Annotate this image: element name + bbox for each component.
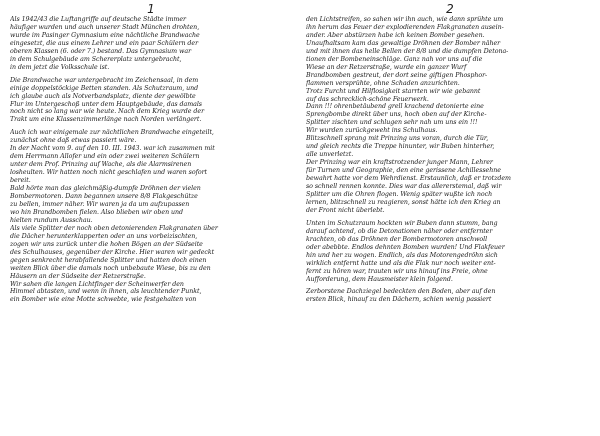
right-page-text — [306, 16, 594, 304]
text-line: noch nicht so lang war wie heute. Nach dem Krieg wurde der — [10, 108, 205, 116]
text-line: Himmel abtasten, und wenn in ihnen, als leuchtender Punkt, — [10, 288, 202, 296]
text-line: alle unverletzt. — [306, 151, 354, 159]
text-line: Die Brandwache war untergebracht im Zeichensaal, in dem — [10, 76, 199, 84]
text-line: Zerborstene Dachziegel bedeckten den Boden, aber auf den — [306, 288, 496, 296]
text-line: Bald hörte man das gleichmäßig-dumpfe Dröhnen der vielen — [10, 185, 201, 193]
right-page — [302, 0, 598, 436]
text-line: Trakt um eine Klassenzimmerlänge nach Norden verlängert. — [10, 116, 202, 124]
text-line: Als 1942/43 die Luftangriffe auf deutsche Städte immer — [10, 16, 186, 23]
text-line: unter dem Prof. Prinzing auf Wache, als die Alarmsirenen — [10, 161, 192, 169]
text-line: Sprengbombe direkt über uns, hoch oben auf der Kirche- — [306, 111, 487, 119]
text-line: krachten, ob das Dröhnen der Bombermotoren anschwoll — [306, 235, 488, 243]
text-line: ander. Aber abstürzen habe ich keinen Bomber gesehen. — [306, 31, 485, 39]
text-line: für Turnen und Geographie, den eine gerissene Achillessehne — [306, 167, 501, 175]
text-line: Trotz Furcht und Hilflosigkeit starrten wir wie gebannt — [306, 87, 481, 95]
text-line: Splitter um die Ohren flogen. Wenig später wußte ich noch — [306, 190, 493, 198]
text-line: gegen senkrecht herabfallende Splitter und hatten doch einen — [10, 256, 207, 264]
text-line: ihn herum das Feuer der explodierenden Flakgranaten ausein- — [306, 23, 504, 31]
text-line: zogen wir uns zurück unter die hohen Bögen an der Südseite — [10, 240, 203, 248]
text-line: Der Prinzing war ein kraftstrotzender junger Mann, Lehrer — [306, 159, 493, 167]
page-number: 2 — [446, 2, 454, 16]
text-line: so schnell rennen konnte. Dies war das allererstemal, daß wir — [306, 183, 502, 191]
text-line: auf das schrecklich-schöne Feuerwerk. — [306, 95, 429, 103]
paragraph — [10, 129, 292, 304]
text-line: des Schulhauses, gegenüber der Kirche. Hier waren wir gedeckt — [10, 248, 215, 256]
text-line: hin und her zu wogen. Endlich, als das Motorengedröhn sich — [306, 251, 498, 259]
page-number: 1 — [147, 2, 155, 16]
text-line: und gleich rechts die Treppe hinunter, wir Buben hinterher, — [306, 143, 495, 151]
text-line: einige doppelstöckige Betten standen. Als Schutzraum, und — [10, 84, 199, 92]
text-line: losheulten. Wir hatten noch nicht geschlafen und waren sofort — [10, 169, 208, 177]
text-line: ich glaube auch als Notverbandsplatz, diente der gewölbte — [10, 92, 196, 100]
text-line: Unten im Schutzraum hockten wir Buben dann stumm, bang — [306, 219, 498, 227]
text-line: Aufforderung, dem Hausmeister klein folgend. — [306, 275, 453, 283]
paragraph — [306, 288, 594, 304]
text-line: in dem Schulgebäude am Schererplatz untergebracht, — [10, 55, 182, 63]
text-line: hielten rundum Ausschau. — [10, 216, 93, 224]
text-line: Wir sahen die langen Lichtfinger der Scheinwerfer den — [10, 280, 184, 288]
paragraph — [10, 77, 292, 125]
text-line: Splitter zischten und schlugen sehr nah um uns ein !!! — [306, 119, 478, 127]
text-line: den Lichtstreifen, so sahen wir ihn auch, wie dann sprühte um — [306, 16, 504, 23]
text-line: bewahrt hatte vor dem Wehrdienst. Erstaunlich, daß er trotzdem — [306, 175, 511, 183]
paragraph — [306, 16, 594, 215]
text-line: oberen Klassen (6. oder 7.) bestand. Das Gymnasium war — [10, 47, 192, 55]
text-line: In der Nacht vom 9. auf den 10. III. 1943. war ich zusammen mit — [10, 145, 215, 153]
text-line: Unaufhaltsam kam das gewaltige Dröhnen der Bomber näher — [306, 39, 501, 47]
text-line: oder abebbte. Endlos dehnten Bomben wurden! Und Flakfeuer — [306, 243, 505, 251]
text-line: Als viele Splitter der noch oben detonierenden Flakgranaten über — [10, 224, 218, 232]
text-line: Dann !!! ohrenbetäubend grell krachend detonierte eine — [306, 103, 484, 111]
text-line: zunächst ohne daß etwas passiert wäre. — [10, 137, 137, 145]
text-line: Wiese an der Retzerstraße, wurde ein ganzer Wurf — [306, 63, 467, 71]
text-line: dem Herrmann Allofer und ein oder zwei weiteren Schülern — [10, 153, 200, 161]
text-line: Brandbomben gestreut, der dort seine giftigen Phosphor- — [306, 71, 488, 79]
text-line: die Dächer herunterklapperten oder an uns vorbeizischten, — [10, 232, 198, 240]
text-line: wirklich entfernt hatte und als die Flak nur noch weiter ent- — [306, 259, 496, 267]
text-line: häufiger wurden und auch unserer Stadt München drohten, — [10, 23, 200, 31]
text-line: fernt zu hören war, trauten wir uns hinauf ins Freie, ohne — [306, 267, 488, 275]
paragraph — [306, 220, 594, 284]
text-line: bereit. — [10, 177, 31, 185]
text-line: darauf achtend, ob die Detonationen näher oder entfernter — [306, 227, 493, 235]
text-line: zu bellen, immer näher. Wir waren ja da um aufzupassen — [10, 200, 190, 208]
paragraph — [10, 16, 292, 72]
left-page-text — [10, 16, 292, 304]
text-line: Auch ich war einigemale zur nächtlichen Brandwache eingeteilt, — [10, 129, 214, 137]
text-line: ersten Blick, hinauf zu den Dächern, schien wenig passiert — [306, 296, 492, 304]
text-line: lernen, blitzschnell zu reagieren, sonst hätte ich den Krieg an — [306, 198, 501, 206]
text-line: Flur im Untergeschoß unter dem Hauptgebäude, das damals — [10, 100, 202, 108]
text-line: Blitzschnell sprang mit Prinzing uns voran, durch die Tür, — [306, 135, 489, 143]
text-line: weiten Blick über die damals noch unbebaute Wiese, bis zu den — [10, 264, 211, 272]
text-line: Häusern an der Südseite der Retzerstraße. — [10, 272, 146, 280]
text-line: Wir wurden zurückgeweht ins Schulhaus. — [306, 127, 438, 135]
text-line: wo hin Brandbomben fielen. Also blieben wir oben und — [10, 208, 184, 216]
text-line: und mit ihnen das helle Bellen der 8/8 und die dumpfen Detona- — [306, 47, 509, 55]
text-line: tionen der Bombeneinschläge. Ganz nah vor uns auf die — [306, 55, 483, 63]
left-page — [0, 0, 296, 436]
text-line: Bombermotoren. Dann begannen unsere 8/8 Flakgeschütze — [10, 193, 198, 201]
text-line: wurde im Pasinger Gymnasium eine nächtliche Brandwache — [10, 31, 200, 39]
text-line: eingesetzt, die aus einem Lehrer und ein paar Schülern der — [10, 39, 199, 47]
text-line: flammen versprühte, ohne Schaden anzurichten. — [306, 79, 460, 87]
text-line: der Front nicht überlebt. — [306, 206, 385, 214]
text-line: in dem jetzt die Volksschule ist. — [10, 63, 110, 71]
text-line: ein Bomber wie eine Motte schwebte, wie festgehalten von — [10, 296, 197, 304]
